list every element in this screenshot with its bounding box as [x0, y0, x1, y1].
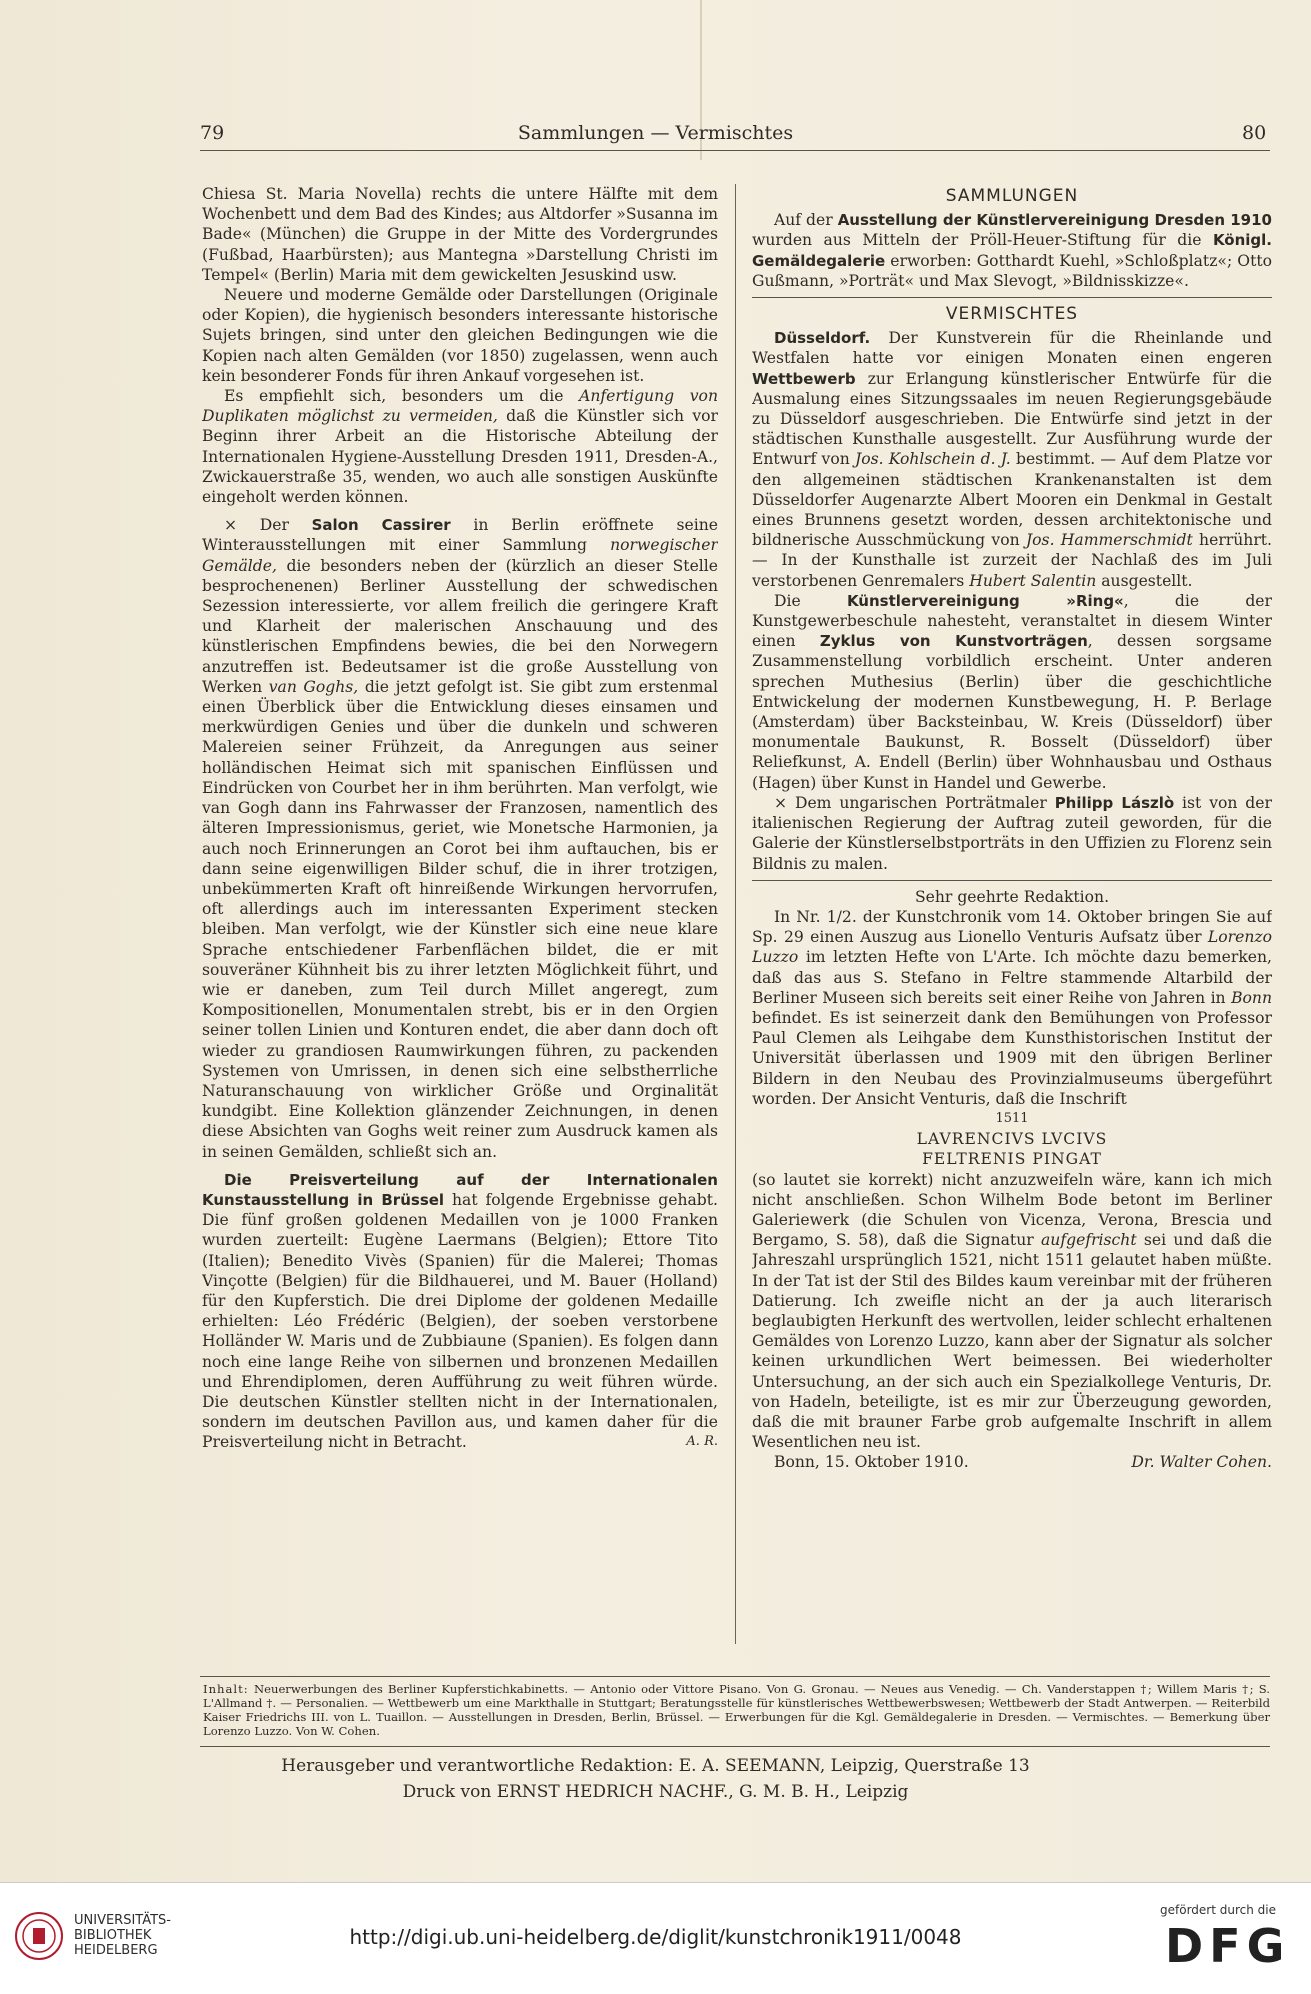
left-column [202, 184, 718, 1654]
paragraph: Auf der Ausstellung der Künstlervereinigung Dresden 1910 wurden aus Mitteln der Pröll-Heuer-Stiftung für die Königl. Gemäldegalerie erworben: Gotthardt Kuehl, »Schloßplatz«; Otto Gußmann, »Porträt« und Max Slevogt, »Bildnisskizze«. [752, 211, 1272, 290]
section-title-sammlungen: SAMMLUNGEN [945, 186, 1079, 206]
inscription-year: 1511 [995, 1110, 1029, 1126]
column-rule [735, 184, 736, 1644]
page-number-right: 80 [1242, 122, 1267, 144]
paragraph: Chiesa St. Maria Novella) rechts die untere Hälfte mit dem Wochenbett und dem Bad des Kindes; aus Altdorfer »Susanna im Bade« (München) die Gruppe in der Mitte des Vordergrundes (Fußbad, Haarbürsten); aus Mantegna »Darstellung Christi im Tempel« (Berlin) Maria mit dem gewickelten Jesuskind usw. [202, 185, 718, 284]
paragraph-duesseldorf: Düsseldorf. Der Kunstverein für die Rheinlande und Westfalen hatte vor einigen Monaten einen engeren Wettbewerb zur Erlangung künstlerischer Entwürfe für die Ausmalung eines Sitzungssaales im neuen Regierungsgebäude zu Düsseldorf ausgeschrieben. Die Entwürfe sind jetzt in der städtischen Kunsthalle ausgestellt. Zur Ausführung wurde der Entwurf von Jos. Kohlschein d. J. bestimmt. — Auf dem Platze vor den allgemeinen städtischen Krankenanstalten ist dem Düsseldorfer Augenarzte Albert Mooren ein Denkmal in Gestalt eines Brunnens gesetzt worden, dessen architektonische und bildnerische Ausschmückung von Jos. Hammerschmidt herrührt. — In der Kunsthalle ist zurzeit der Nachlaß des im Juli verstorbenen Genremalers Hubert Salentin ausgestellt. [752, 329, 1272, 590]
letter-paragraph: (so lautet sie korrekt) nicht anzuzweifeln wäre, kann ich mich nicht anschließen. Schon Wilhelm Bode betont im Berliner Galeriewerk (die Schulen von Vicenza, Verona, Brescia und Bergamo, S. 58), daß die Signatur aufgefrischt sei und daß die Jahreszahl ursprünglich 1521, nicht 1511 gelautet haben müßte. In der Tat ist der Stil des Bildes kaum vereinbar mit der früheren Datierung. Ich zweifle nicht an der ja auch literarisch beglaubigten Herkunft des wertvollen, leider schlecht erhaltenen Gemäldes von Lorenzo Luzzo, kann aber der Signatur als solcher keinen urkundlichen Wert beimessen. Bei wiederholter Untersuchung, an der sich auch ein Spezialkollege Venturis, Dr. von Hadeln, beteiligte, ist es mir zur Überzeugung geworden, daß die mit brauner Farbe grob aufgemalte Inschrift in allem Wesentlichen neu ist. [752, 1170, 1272, 1452]
author-initials: A. R. [686, 1434, 718, 1450]
imprint-publisher: Herausgeber und verantwortliche Redaktion: E. A. SEEMANN, Leipzig, Querstraße 13 [281, 1756, 1030, 1776]
letter-author: Dr. Walter Cohen. [1131, 1453, 1272, 1472]
paragraph-salon-cassirer: × Der Salon Cassirer in Berlin eröffnete seine Winterausstellungen mit einer Sammlung norwegischer Gemälde, die besonders neben der (kürzlich an dieser Stelle besprochenenen) Berliner Ausstellung der schwedischen Sezession interessierte, vor allem freilich die geringere Kraft und Klarheit der malerischen Anschauung und des künstlerischen Empfindens bewies, die bei den Norwegern anzutreffen ist. Bedeutsamer ist die große Ausstellung von Werken van Goghs, die jetzt gefolgt ist. Sie gibt zum erstenmal einen Überblick über die Entwicklung dieses einsamen und merkwürdigen Genies und über die dunkeln und schweren Malereien seiner Frühzeit, da Anregungen aus seiner holländischen Heimat sich mit spanischen Einflüssen und Eindrücken von Courbet her in ihm berührten. Man verfolgt, wie van Gogh dann ins Fahrwasser der Franzosen, namentlich des älteren Impressionismus, geriet, wie Monetsche Harmonien, ja auch noch Erinnerungen an Corot bei ihm auftauchen, bis er dann seine eigenwilligen Bilder schuf, die in ihrer trotzigen, unbekümmerten Kraft oft hinreißende Wirkungen hervorrufen, oft allerdings auch im interessanten Experiment stecken bleiben. Man verfolgt, wie der Künstler sich eine neue klare Sprache entschiedener Farbenflächen bildet, die er mit souveräner Kühnheit bis zu ihrer letzten Möglichkeit führt, und wie er daneben, zum Teil durch Millet angeregt, zum Kompositionellen, Monumentalen strebt, bis er in den Orgien seiner tollen Linien und Konturen endet, die aber dann doch oft wieder zu grandiosen Raumwirkungen führen, zu packenden Systemen von Umrissen, in denen sich eine selbstherrliche Naturanschauung von wirklicher Größe und Orginalität kundgibt. Eine Kollektion glänzender Zeichnungen, in denen diese Absichten van Goghs weit reiner zum Ausdruck kamen als in seinen Gemälden, schließt sich an. [202, 516, 718, 1161]
section-title-vermischtes: VERMISCHTES [945, 304, 1079, 325]
permalink[interactable]: http://digi.ub.uni-heidelberg.de/diglit/kunstchronik1911/0048 [349, 1925, 962, 1949]
inscription-line: FELTRENIS PINGAT [922, 1150, 1102, 1169]
digitization-footer [0, 1882, 1311, 1994]
funding-caption: gefördert durch die [1160, 1903, 1276, 1917]
imprint-printer: Druck von ERNST HEDRICH NACHF., G. M. B. H., Leipzig [402, 1782, 909, 1802]
header-rule [200, 150, 1270, 151]
contents-label: Inhalt: [203, 1682, 249, 1696]
library-name: UNIVERSITÄTS- BIBLIOTHEK HEIDELBERG [74, 1913, 171, 1958]
contents-text: Neuerwerbungen des Berliner Kupferstichkabinetts. — Antonio oder Vittore Pisano. Von G. Gronau. — Neues aus Venedig. — Ch. Vanderstappen †; Willem Maris †; S. L'Allmand †. — Personalien. — Wettbewerb um eine Markthalle in Stuttgart; Beratungsstelle für künstlerisches Wettbewerbswesen; Wettbewerb der Stadt Antwerpen. — Reiterbild Kaiser Friedrichs III. von L. Tuaillon. — Ausstellungen in Dresden, Berlin, Brüssel. — Erwerbungen für die Kgl. Gemäldegalerie in Dresden. — Vermischtes. — Bemerkung über Lorenzo Luzzo. Von W. Cohen. [203, 1682, 1270, 1738]
section-divider [752, 880, 1272, 881]
page-number-left: 79 [200, 122, 225, 144]
inscription-line: LAVRENCIVS LVCIVS [916, 1130, 1108, 1149]
dfg-logo: DFG [1165, 1919, 1291, 1973]
paragraph-laszlo: × Dem ungarischen Porträtmaler Philipp Lászlò ist von der italienischen Regierung der Auftrag zuteil geworden, für die Galerie der Künstlerselbstporträts in den Uffizien zu Florenz sein Bildnis zu malen. [752, 793, 1272, 873]
paragraph-ring: Die Künstlervereinigung »Ring«, die der Kunstgewerbeschule nahesteht, veranstaltet in diesem Winter einen Zyklus von Kunstvorträgen, dessen sorgsame Zusammenstellung vorbildlich erscheint. Unter anderen sprechen Muthesius (Berlin) über die geschichtliche Entwickelung der modernen Kunstbewegung, H. P. Berlage (Amsterdam) über Backsteinbau, W. Kreis (Düsseldorf) über monumentale Baukunst, R. Bosselt (Düsseldorf) über Reliefkunst, A. Endell (Berlin) über Wohnhausbau und Osthaus (Hagen) über Kunst in Handel und Gewerbe. [752, 591, 1272, 792]
right-column [752, 184, 1272, 1654]
letter-salutation: Sehr geehrte Redaktion. [914, 887, 1110, 906]
contents-rule [200, 1676, 1270, 1677]
section-divider [752, 297, 1272, 298]
paragraph: Neuere und moderne Gemälde oder Darstellungen (Originale oder Kopien), die hygienisch besonders interessante historische Sujets bringen, sind unter den gleichen Bedingungen wie die Kopien nach alten Gemälden (vor 1850) zugelassen, wenn auch kein besonderer Fonds für ihren Ankauf vorgesehen ist. [202, 286, 718, 385]
running-title: Sammlungen — Vermischtes [517, 122, 794, 144]
table-of-contents [203, 1682, 1270, 1738]
letter-signature [752, 1452, 1272, 1472]
imprint-rule [200, 1746, 1270, 1747]
letter-paragraph: In Nr. 1/2. der Kunstchronik vom 14. Oktober bringen Sie auf Sp. 29 einen Auszug aus Lionello Venturis Aufsatz über Lorenzo Luzzo im letzten Hefte von L'Arte. Ich möchte dazu bemerken, daß das aus S. Stefano in Feltre stammende Altarbild der Berliner Museen sich bereits seit einer Reihe von Jahren in Bonn befindet. Es ist seinerzeit dank den Bemühungen von Professor Paul Clemen als Leihgabe dem Kunsthistorischen Institut der Universität überlassen und 1909 mit den übrigen Berliner Bildern in den Neubau des Provinzialmuseums übergeführt worden. Der Ansicht Venturis, daß die Inschrift [752, 907, 1272, 1108]
paragraph-preisverteilung: Die Preisverteilung auf der Internationalen Kunstausstellung in Brüssel hat folgende Ergebnisse gehabt. Die fünf großen goldenen Medaillen von je 1000 Franken wurden zuerteilt: Eugène Laermans (Belgien); Ettore Tito (Italien); Benedito Vivès (Spanien) für die Malerei; Thomas Vinçotte (Belgien) für die Bildhauerei, und M. Bauer (Holland) für den Kupferstich. Die drei Diplome der goldenen Medaille erhielten: Léo Frédéric (Belgien), der soeben verstorbene Holländer W. Maris und de Zubbiaune (Spanien). Es folgen dann noch eine lange Reihe von silbernen und bronzenen Medaillen und Ehrendiplomen, deren Aufführung zu weit führen würde. Die deutschen Künstler stellten nicht in der Internationalen, sondern im deutschen Pavillon aus, und kamen daher für die Preisverteilung nicht in Betracht. A. R. [202, 1170, 718, 1452]
letter-place-date: Bonn, 15. Oktober 1910. [774, 1453, 969, 1472]
paragraph: Es empfiehlt sich, besonders um die Anfertigung von Duplikaten möglichst zu vermeiden, daß die Künstler sich vor Beginn ihrer Arbeit an die Historische Abteilung der Internationalen Hygiene-Ausstellung Dresden 1911, Dresden-A., Zwickauerstraße 35, wenden, wo auch alle sonstigen Auskünfte eingeholt werden können. [202, 387, 718, 507]
